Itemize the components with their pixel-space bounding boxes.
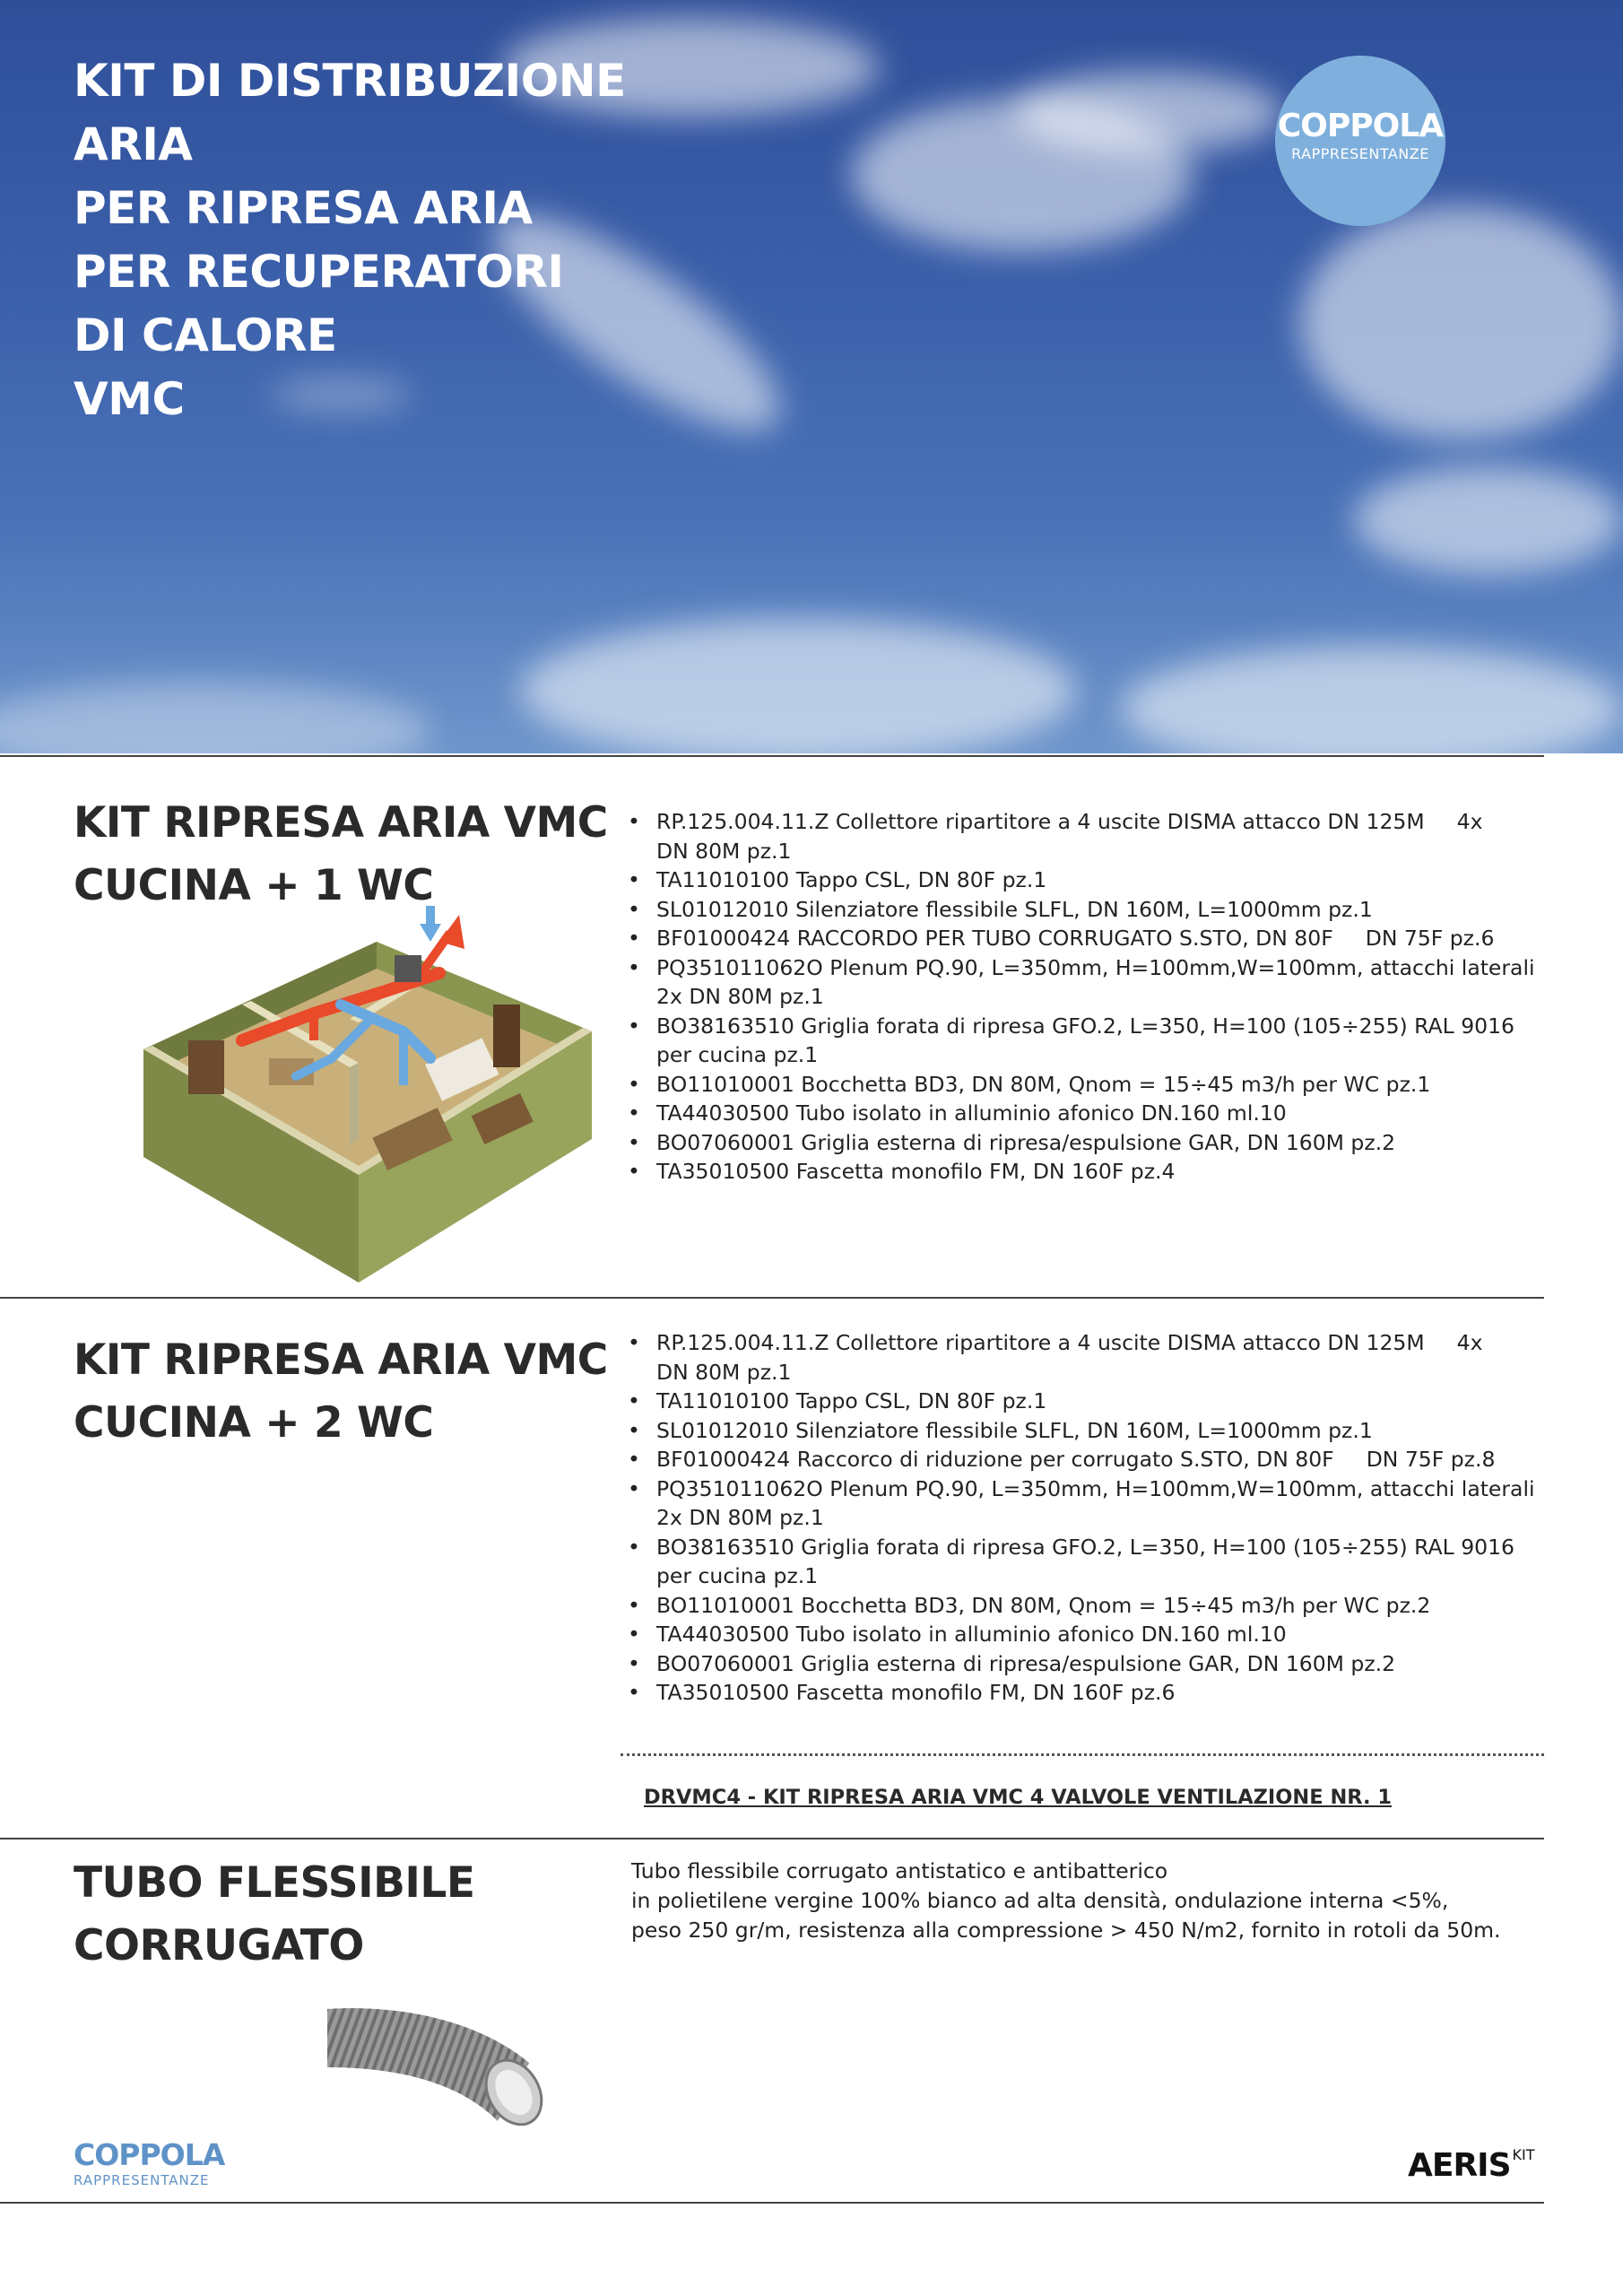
list-item: • SL01012010 Silenziatore flessibile SLFL, DN 160M, L=1000mm pz.1 <box>626 1416 1541 1446</box>
list-item: • RP.125.004.11.Z Collettore ripartitore a 4 uscite DISMA attacco DN 125M 4x DN 80M pz.1 <box>626 1328 1541 1387</box>
corrugated-pipe-illustration <box>323 1991 574 2135</box>
divider <box>0 1297 1544 1299</box>
list-item: • BO11010001 Bocchetta BD3, DN 80M, Qnom = 15÷45 m3/h per WC pz.1 <box>626 1070 1541 1100</box>
hero-title-line: ARIA <box>74 118 193 170</box>
list-item: • BO38163510 Griglia forata di ripresa GFO.2, L=350, H=100 (105÷255) RAL 9016 per cucina pz.1 <box>626 1012 1541 1070</box>
description-line: peso 250 gr/m, resistenza alla compressione > 450 N/m2, fornito in rotoli da 50m. <box>631 1918 1501 1943</box>
list-item: • BF01000424 Raccorco di riduzione per corrugato S.STO, DN 80F DN 75F pz.8 <box>626 1445 1541 1474</box>
footer-logo-name: COPPOLA <box>74 2137 225 2172</box>
section1-item-list <box>626 807 1541 1187</box>
section3-title-line: TUBO FLESSIBILE <box>74 1858 475 1908</box>
section3-title-line: CORRUGATO <box>74 1921 364 1970</box>
hero-title-line: PER RIPRESA ARIA <box>74 182 533 234</box>
list-item: • PQ351011062O Plenum PQ.90, L=350mm, H=100mm,W=100mm, attacchi laterali 2x DN 80M pz.1 <box>626 953 1541 1012</box>
section2-title <box>74 1329 608 1455</box>
divider <box>0 755 1544 757</box>
list-item: • SL01012010 Silenziatore flessibile SLFL, DN 160M, L=1000mm pz.1 <box>626 895 1541 925</box>
section1-title-line: KIT RIPRESA ARIA VMC <box>74 798 608 848</box>
list-item: • PQ351011062O Plenum PQ.90, L=350mm, H=100mm,W=100mm, attacchi laterali 2x DN 80M pz.1 <box>626 1474 1541 1533</box>
list-item: • BO11010001 Bocchetta BD3, DN 80M, Qnom = 15÷45 m3/h per WC pz.2 <box>626 1591 1541 1621</box>
hero-title-line: DI CALORE <box>74 309 337 361</box>
section2-title-line: KIT RIPRESA ARIA VMC <box>74 1335 608 1385</box>
list-item: • TA11010100 Tappo CSL, DN 80F pz.1 <box>626 1387 1541 1416</box>
list-item: • TA44030500 Tubo isolato in alluminio afonico DN.160 ml.10 <box>626 1620 1541 1649</box>
list-item: • TA35010500 Fascetta monofilo FM, DN 160F pz.4 <box>626 1157 1541 1187</box>
description-line: in polietilene vergine 100% bianco ad alta densità, ondulazione interna <5%, <box>631 1888 1449 1913</box>
hero-title <box>74 49 626 431</box>
brand-name: AERIS <box>1408 2147 1511 2184</box>
section2-title-line: CUCINA + 2 WC <box>74 1398 434 1448</box>
brand-sup: KIT <box>1512 2146 1535 2163</box>
list-item: • BO07060001 Griglia esterna di ripresa/espulsione GAR, DN 160M pz.2 <box>626 1128 1541 1158</box>
footer-coppola-logo <box>74 2138 224 2188</box>
divider <box>0 2202 1544 2204</box>
hero-title-line: KIT DI DISTRIBUZIONE <box>74 55 626 107</box>
logo-sub: RAPPRESENTANZE <box>1291 145 1429 162</box>
description-line: Tubo flessibile corrugato antistatico e antibatterico <box>631 1858 1168 1883</box>
logo-name: COPPOLA <box>1277 108 1444 144</box>
footer-logo-sub: RAPPRESENTANZE <box>74 2172 210 2188</box>
list-item: • TA35010500 Fascetta monofilo FM, DN 160F pz.6 <box>626 1678 1541 1708</box>
dotted-divider <box>621 1753 1544 1756</box>
house-ventilation-illustration <box>135 906 601 1283</box>
list-item: • BO38163510 Griglia forata di ripresa GFO.2, L=350, H=100 (105÷255) RAL 9016 per cucina pz.1 <box>626 1533 1541 1591</box>
hero-title-line: VMC <box>74 373 185 425</box>
aeris-kit-logo <box>1408 2146 1534 2184</box>
hero-banner <box>0 0 1623 753</box>
tubo-description <box>631 1857 1564 1945</box>
coppola-logo-badge <box>1275 56 1445 226</box>
section1-title <box>74 792 608 918</box>
list-item: • TA11010100 Tappo CSL, DN 80F pz.1 <box>626 865 1541 895</box>
section2-item-list <box>626 1328 1541 1708</box>
list-item: • BO07060001 Griglia esterna di ripresa/espulsione GAR, DN 160M pz.2 <box>626 1649 1541 1679</box>
list-item: • BF01000424 RACCORDO PER TUBO CORRUGATO S.STO, DN 80F DN 75F pz.6 <box>626 924 1541 953</box>
kit-code-label: DRVMC4 - KIT RIPRESA ARIA VMC 4 VALVOLE VENTILAZIONE NR. 1 <box>644 1786 1393 1809</box>
list-item: • RP.125.004.11.Z Collettore ripartitore a 4 uscite DISMA attacco DN 125M 4x DN 80M pz.1 <box>626 807 1541 865</box>
section3-title <box>74 1852 474 1978</box>
list-item: • TA44030500 Tubo isolato in alluminio afonico DN.160 ml.10 <box>626 1099 1541 1128</box>
divider <box>0 1838 1544 1839</box>
section1-title-line: CUCINA + 1 WC <box>74 861 434 910</box>
hero-title-line: PER RECUPERATORI <box>74 246 564 298</box>
